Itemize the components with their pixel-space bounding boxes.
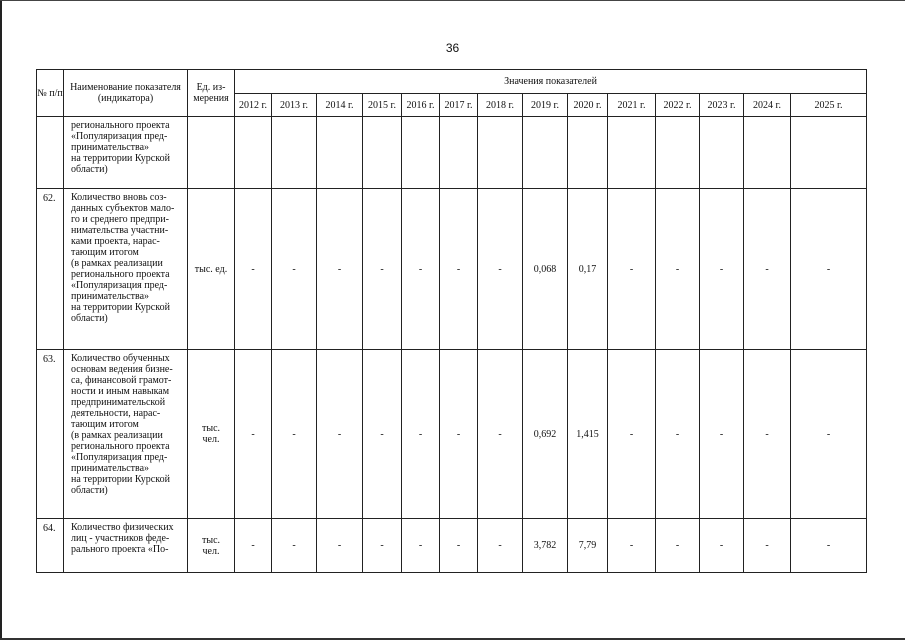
indicator-value: - [791, 350, 867, 519]
indicator-name-line: са, финансовой грамот- [71, 375, 172, 386]
indicator-name-line: принимательства» [71, 291, 150, 302]
year-header: 2015 г. [363, 94, 402, 117]
indicator-name-line: регионального проекта [71, 120, 170, 131]
indicator-value: - [317, 350, 363, 519]
scan-edge-top [0, 0, 905, 1]
indicator-value: - [317, 519, 363, 573]
table-row [37, 350, 867, 519]
indicator-name-line: Количество обученных [71, 353, 170, 364]
unit-of-measure [188, 519, 235, 573]
indicator-value: 0,17 [568, 189, 608, 350]
indicator-value: - [272, 350, 317, 519]
page-number: 36 [445, 41, 460, 55]
indicator-value: - [656, 350, 700, 519]
unit-line: чел. [202, 545, 220, 557]
indicator-name-line: данных субъектов мало- [71, 203, 175, 214]
indicator-value [402, 117, 440, 189]
indicator-value [700, 117, 744, 189]
year-header: 2023 г. [700, 94, 744, 117]
indicator-value: 0,068 [523, 189, 568, 350]
indicator-value: - [700, 350, 744, 519]
indicator-value [235, 117, 272, 189]
indicator-name-line: предпринимательской [71, 397, 166, 408]
scan-edge-left [0, 0, 2, 640]
indicator-name-line: области) [71, 313, 108, 324]
indicator-value: - [235, 519, 272, 573]
indicator-value [317, 117, 363, 189]
indicator-value [568, 117, 608, 189]
indicator-value [656, 117, 700, 189]
year-header: 2018 г. [478, 94, 523, 117]
indicator-value: - [363, 189, 402, 350]
unit-of-measure [188, 189, 235, 350]
indicator-value: - [402, 519, 440, 573]
indicator-value: - [440, 519, 478, 573]
unit-of-measure [188, 350, 235, 519]
row-number: 63. [37, 350, 64, 519]
indicator-value [363, 117, 402, 189]
indicator-value: - [700, 519, 744, 573]
indicator-value: - [791, 189, 867, 350]
indicator-name-line: области) [71, 485, 108, 496]
indicator-value: - [440, 189, 478, 350]
indicator-name [64, 189, 188, 350]
indicator-value: - [272, 189, 317, 350]
indicator-name-line: Количество вновь соз- [71, 192, 167, 203]
indicator-name-line: «Популяризация пред- [71, 452, 168, 463]
year-header: 2025 г. [791, 94, 867, 117]
indicator-value: - [402, 350, 440, 519]
year-header: 2019 г. [523, 94, 568, 117]
unit-line: тыс. ед. [194, 263, 228, 275]
indicator-name [64, 519, 188, 573]
indicator-value: - [608, 519, 656, 573]
indicator-value: 1,415 [568, 350, 608, 519]
indicator-value: - [363, 350, 402, 519]
table-row [37, 117, 867, 189]
unit-line: тыс. [201, 423, 221, 434]
indicator-name-line: тающим итогом [71, 247, 139, 258]
indicator-name-line: на территории Курской [71, 474, 170, 485]
indicator-value: 3,782 [523, 519, 568, 573]
indicator-value: - [608, 350, 656, 519]
indicator-value: - [791, 519, 867, 573]
year-header: 2014 г. [317, 94, 363, 117]
row-number: 62. [37, 189, 64, 350]
indicator-name-line: на территории Курской [71, 153, 170, 164]
year-header: 2017 г. [440, 94, 478, 117]
year-header: 2013 г. [272, 94, 317, 117]
unit-of-measure [188, 117, 235, 189]
year-header: 2012 г. [235, 94, 272, 117]
indicator-value: - [317, 189, 363, 350]
indicator-name-line: лиц - участников феде- [71, 533, 170, 544]
indicator-value: - [272, 519, 317, 573]
indicator-value [440, 117, 478, 189]
header-num: № п/п [37, 70, 64, 117]
indicator-value: 0,692 [523, 350, 568, 519]
header-values-group: Значения показателей [235, 70, 867, 94]
indicator-name-line: рального проекта «По- [71, 544, 169, 555]
year-header: 2024 г. [744, 94, 791, 117]
indicator-value: - [235, 189, 272, 350]
indicator-value [791, 117, 867, 189]
indicator-value: - [656, 189, 700, 350]
indicator-name [64, 350, 188, 519]
indicator-name-line: Количество физических [71, 522, 174, 533]
indicator-value [272, 117, 317, 189]
indicator-value [608, 117, 656, 189]
indicator-name-line: (в рамках реализации [71, 258, 163, 269]
indicators-table [36, 69, 867, 573]
row-number: 64. [37, 519, 64, 573]
table-body [37, 117, 867, 573]
indicator-name-line: регионального проекта [71, 269, 170, 280]
indicator-value: - [440, 350, 478, 519]
indicator-value [478, 117, 523, 189]
indicator-name-line: на территории Курской [71, 302, 170, 313]
indicator-value [523, 117, 568, 189]
indicator-name-line: принимательства» [71, 142, 150, 153]
indicator-value: - [478, 350, 523, 519]
indicator-value: - [744, 350, 791, 519]
indicator-value: - [744, 189, 791, 350]
indicator-name-line: нимательства участни- [71, 225, 169, 236]
indicator-name-line: тающим итогом [71, 419, 139, 430]
indicator-name-line: деятельности, нарас- [71, 408, 161, 419]
indicator-value: - [478, 189, 523, 350]
indicator-name-line: принимательства» [71, 463, 150, 474]
year-header: 2020 г. [568, 94, 608, 117]
indicator-name-line: «Популяризация пред- [71, 280, 168, 291]
indicator-value: - [402, 189, 440, 350]
indicator-name-line: ности и иным навыкам [71, 386, 170, 397]
indicator-name-line: (в рамках реализации [71, 430, 163, 441]
year-header: 2021 г. [608, 94, 656, 117]
table-row [37, 189, 867, 350]
indicator-value: - [235, 350, 272, 519]
indicator-value: - [744, 519, 791, 573]
indicator-name-line: области) [71, 164, 108, 175]
table-header [37, 70, 867, 117]
indicator-name-line: регионального проекта [71, 441, 170, 452]
unit-line: тыс. [201, 534, 221, 546]
indicator-name-line: основам ведения бизне- [71, 364, 173, 375]
header-name: Наименование показателя (индикатора) [64, 70, 188, 117]
row-number [37, 117, 64, 189]
year-header: 2016 г. [402, 94, 440, 117]
header-unit: Ед. из-мерения [188, 70, 235, 117]
indicator-value: - [478, 519, 523, 573]
indicator-value: - [363, 519, 402, 573]
indicator-value: - [608, 189, 656, 350]
unit-line: чел. [202, 434, 220, 445]
indicator-name-line: «Популяризация пред- [71, 131, 168, 142]
indicator-value: - [700, 189, 744, 350]
indicator-value [744, 117, 791, 189]
indicator-value: 7,79 [568, 519, 608, 573]
table-row [37, 519, 867, 573]
indicator-name-line: ками проекта, нарас- [71, 236, 160, 247]
year-header: 2022 г. [656, 94, 700, 117]
indicator-value: - [656, 519, 700, 573]
indicator-name-line: го и среднего предпри- [71, 214, 169, 225]
indicator-name [64, 117, 188, 189]
